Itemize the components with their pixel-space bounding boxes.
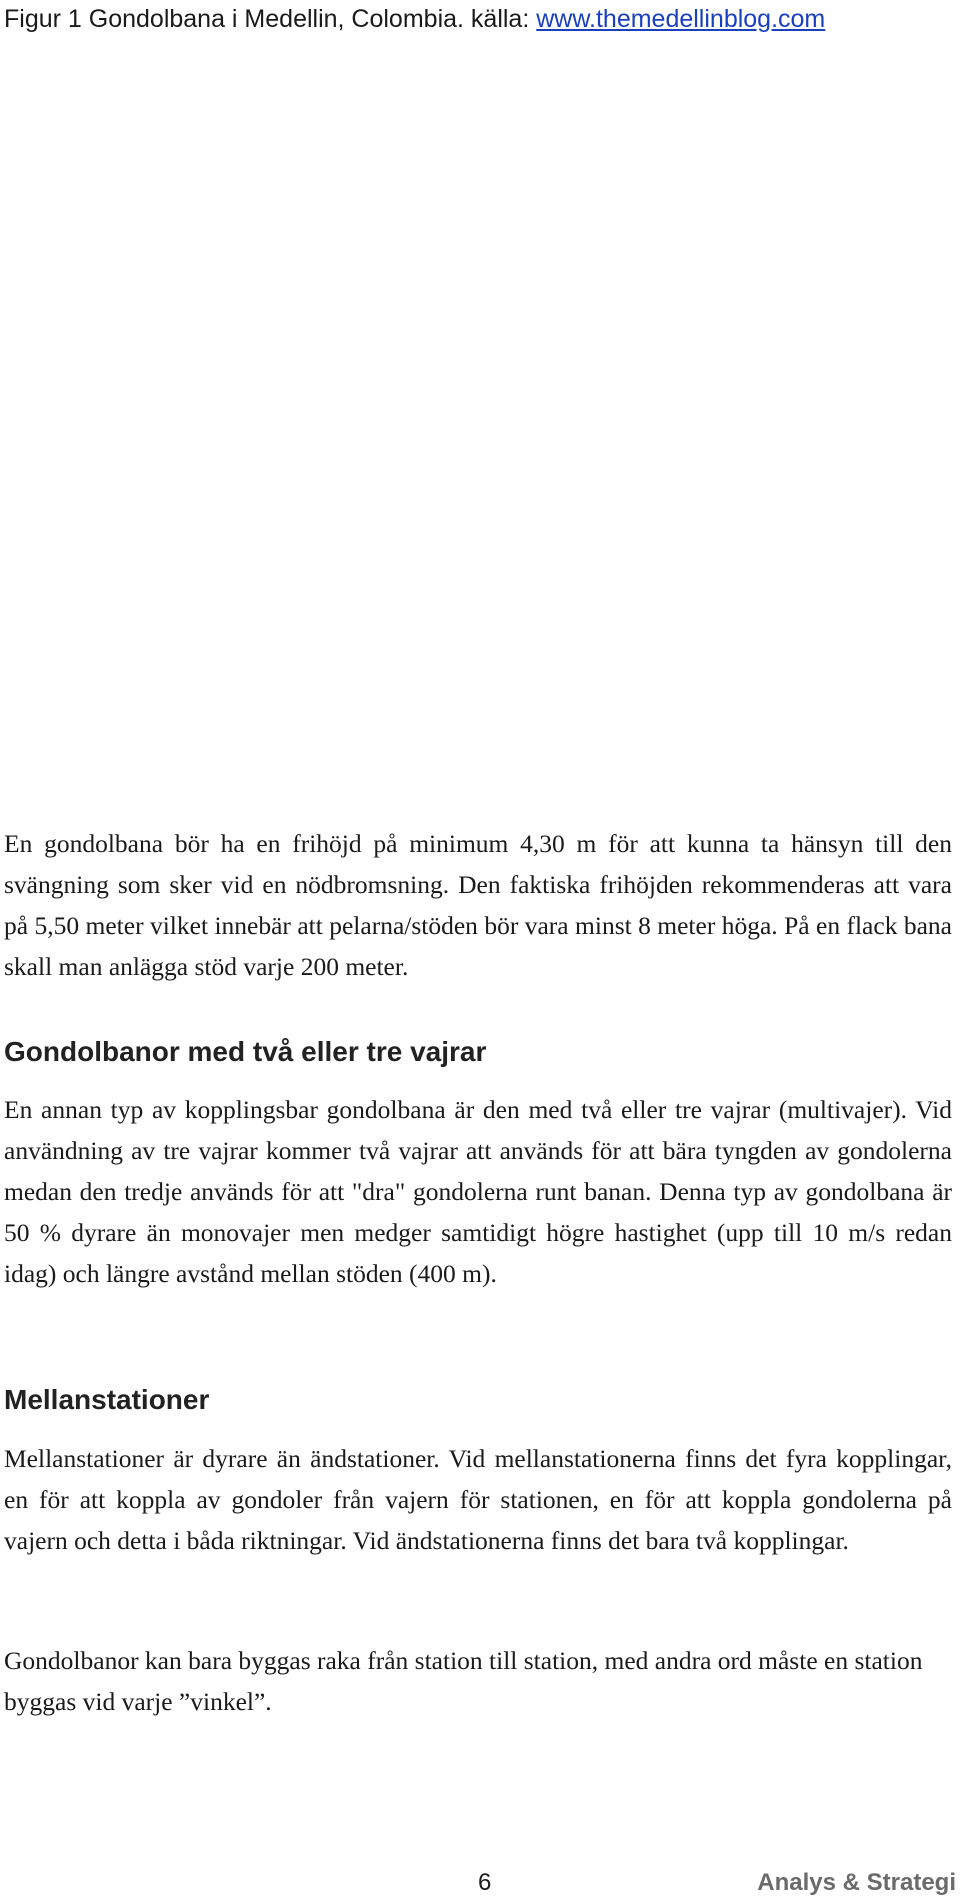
footer-brand: Analys & Strategi bbox=[757, 1869, 956, 1896]
heading-multicable: Gondolbanor med två eller tre vajrar bbox=[4, 1036, 487, 1067]
figure-caption bbox=[4, 2, 825, 36]
paragraph-multicable: En annan typ av kopplingsbar gondolbana är den med två eller tre vajrar (multivajer). Vid användning av tre vajrar kommer två vajrar att används för att bära tyngden av gondolerna medan den tredje används för att "dra" gondolerna runt banan. Denna typ av gondolbana är 50 % dyrare än monovajer men medger samtidigt högre hastighet (upp till 10 m/s redan idag) och längre avstånd mellan stöden (400 m). bbox=[4, 1095, 952, 1288]
paragraph-intermediate-stations: Mellanstationer är dyrare än ändstationer. Vid mellanstationerna finns det fyra kopplingar, en för att koppla av gondoler från vajern för stationen, en för att koppla gondolerna på vajern och detta i båda riktningar. Vid ändstationerna finns det bara två kopplingar. bbox=[4, 1444, 952, 1555]
heading-intermediate-stations: Mellanstationer bbox=[4, 1384, 210, 1415]
paragraph-straight-lines: Gondolbanor kan bara byggas raka från station till station, med andra ord måste en station byggas vid varje ”vinkel”. bbox=[4, 1646, 923, 1716]
paragraph-clearance: En gondolbana bör ha en frihöjd på minimum 4,30 m för att kunna ta hänsyn till den svängning som sker vid en nödbromsning. Den faktiska frihöjden rekommenderas att vara på 5,50 meter vilket innebär att pelarna/stöden bör vara minst 8 meter höga. På en flack bana skall man anlägga stöd varje 200 meter. bbox=[4, 829, 952, 981]
source-link[interactable]: www.themedellinblog.com bbox=[536, 5, 826, 33]
figure-caption-text: Figur 1 Gondolbana i Medellin, Colombia. källa: bbox=[4, 5, 537, 33]
page-number: 6 bbox=[478, 1869, 492, 1896]
